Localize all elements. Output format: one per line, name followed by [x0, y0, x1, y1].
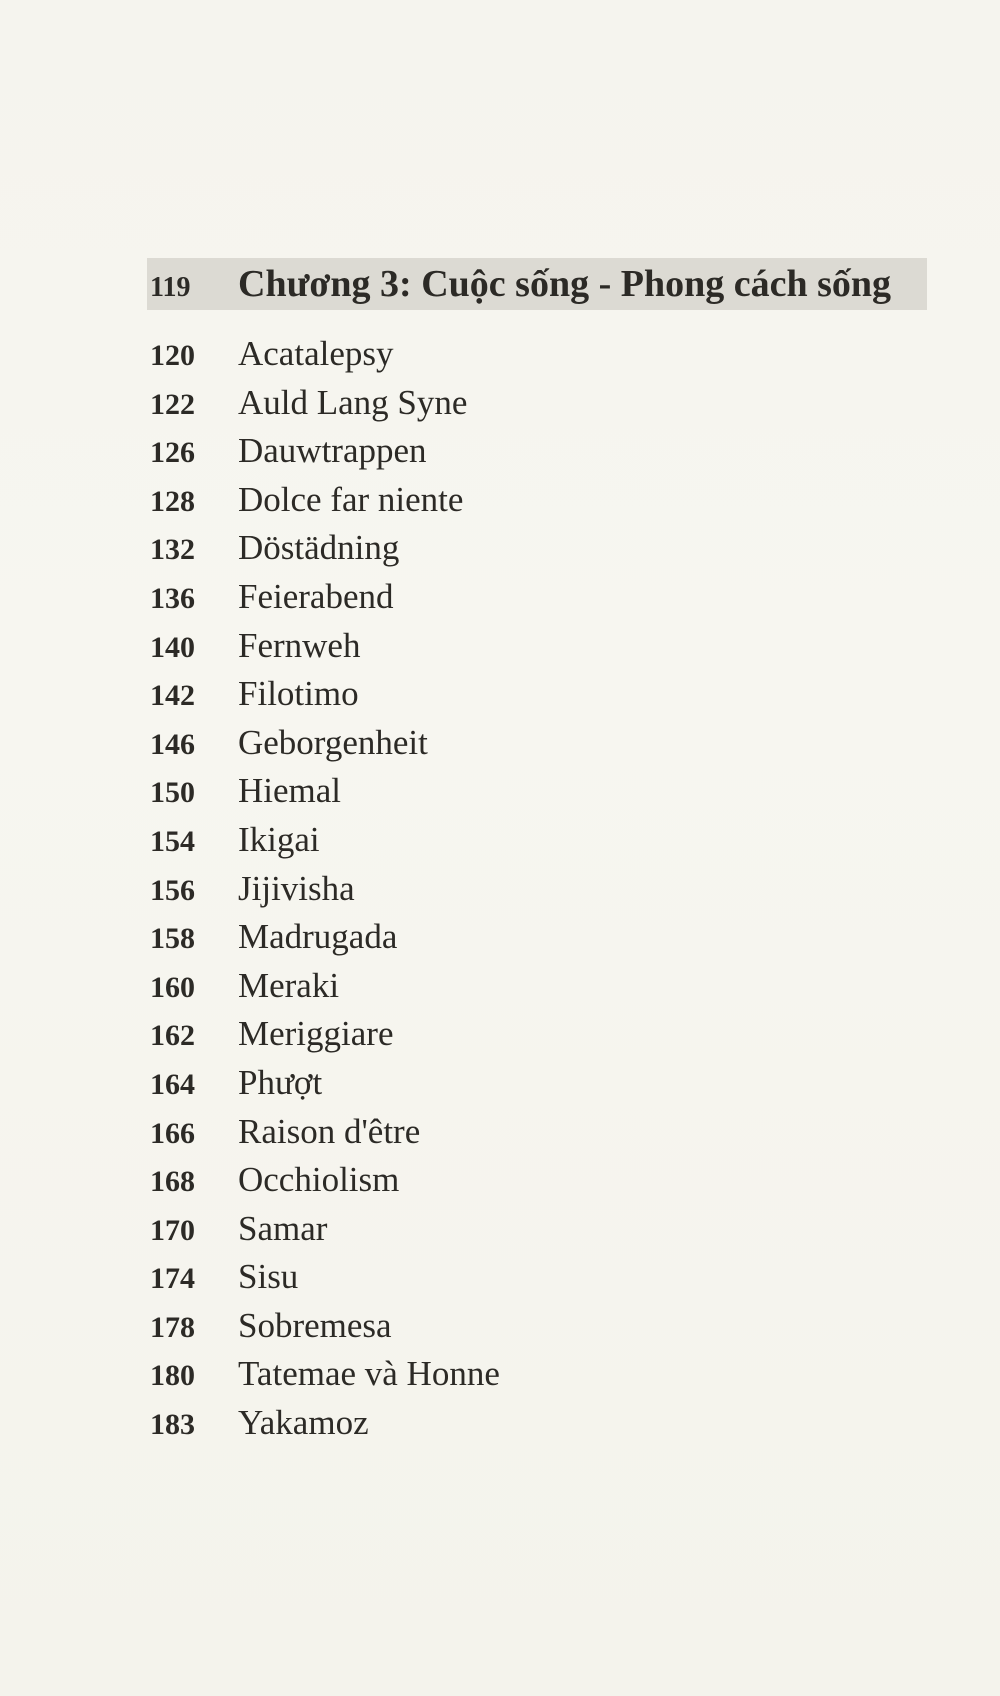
entry-page-number: 183 [150, 1408, 195, 1442]
entry-title: Samar [238, 1208, 328, 1248]
entry-title: Filotimo [238, 674, 359, 714]
entry-page-number: 142 [150, 679, 195, 713]
chapter-title: Chương 3: Cuộc sống - Phong cách sống [238, 263, 891, 305]
entry-page-number: 162 [150, 1019, 195, 1053]
entry-page-number: 164 [150, 1067, 195, 1101]
entry-page-number: 156 [150, 873, 195, 907]
toc-entry [150, 622, 930, 671]
toc-entry [150, 573, 930, 622]
entry-page-number: 166 [150, 1116, 195, 1150]
entry-title: Phượt [238, 1062, 323, 1102]
entry-title: Tatemae và Honne [238, 1354, 500, 1394]
entry-page-number: 158 [150, 922, 195, 956]
entry-title: Madrugada [238, 917, 398, 957]
entry-page-number: 170 [150, 1213, 195, 1247]
entry-title: Meraki [238, 965, 340, 1005]
entry-title: Hiemal [238, 771, 342, 811]
toc-entry [150, 1350, 930, 1399]
entry-page-number: 160 [150, 970, 195, 1004]
toc-entry [150, 379, 930, 428]
entry-page-number: 128 [150, 484, 195, 518]
entry-title: Raison d'être [238, 1111, 421, 1151]
entry-title: Dauwtrappen [238, 431, 427, 471]
entry-title: Geborgenheit [238, 722, 428, 762]
entry-page-number: 136 [150, 581, 195, 615]
toc-entry [150, 524, 930, 573]
entry-title: Sisu [238, 1257, 299, 1297]
toc-entry [150, 913, 930, 962]
toc-entry [150, 767, 930, 816]
toc-entry [150, 1059, 930, 1108]
entry-title: Döstädning [238, 528, 400, 568]
entry-title: Acatalepsy [238, 334, 394, 373]
toc-entry [150, 1253, 930, 1302]
toc-entry [150, 1010, 930, 1059]
entry-page-number: 150 [150, 776, 195, 810]
entry-page-number: 168 [150, 1165, 195, 1199]
entry-title: Jijivisha [238, 868, 355, 908]
entry-title: Auld Lang Syne [238, 382, 468, 422]
entry-page-number: 126 [150, 436, 195, 470]
toc-entry [150, 1399, 930, 1448]
entry-page-number: 146 [150, 727, 195, 761]
entry-page-number: 180 [150, 1359, 195, 1393]
entry-title: Sobremesa [238, 1305, 392, 1345]
toc-entry [150, 865, 930, 914]
toc-entry [150, 1302, 930, 1351]
entry-title: Feierabend [238, 576, 394, 616]
entry-page-number: 132 [150, 533, 195, 567]
entry-title: Occhiolism [238, 1160, 400, 1200]
chapter-page-number: 119 [150, 272, 191, 303]
entry-page-number: 174 [150, 1262, 195, 1296]
table-of-contents [150, 258, 930, 1448]
entry-title: Dolce far niente [238, 479, 464, 519]
entry-title: Ikigai [238, 819, 320, 859]
toc-entry [150, 816, 930, 865]
entry-page-number: 120 [150, 339, 195, 372]
toc-entry [150, 330, 930, 379]
chapter-heading [147, 258, 927, 310]
toc-entry [150, 1205, 930, 1254]
toc-entry [150, 719, 930, 768]
entry-title: Meriggiare [238, 1014, 394, 1054]
entry-page-number: 154 [150, 824, 195, 858]
toc-entry [150, 1156, 930, 1205]
toc-entry [150, 1108, 930, 1157]
toc-entries [150, 330, 930, 1448]
entry-title: Fernweh [238, 625, 361, 665]
toc-entry [150, 962, 930, 1011]
entry-page-number: 140 [150, 630, 195, 664]
entry-title: Yakamoz [238, 1403, 369, 1443]
entry-page-number: 178 [150, 1310, 195, 1344]
toc-entry [150, 427, 930, 476]
toc-entry [150, 670, 930, 719]
entry-page-number: 122 [150, 387, 195, 421]
toc-entry [150, 476, 930, 525]
